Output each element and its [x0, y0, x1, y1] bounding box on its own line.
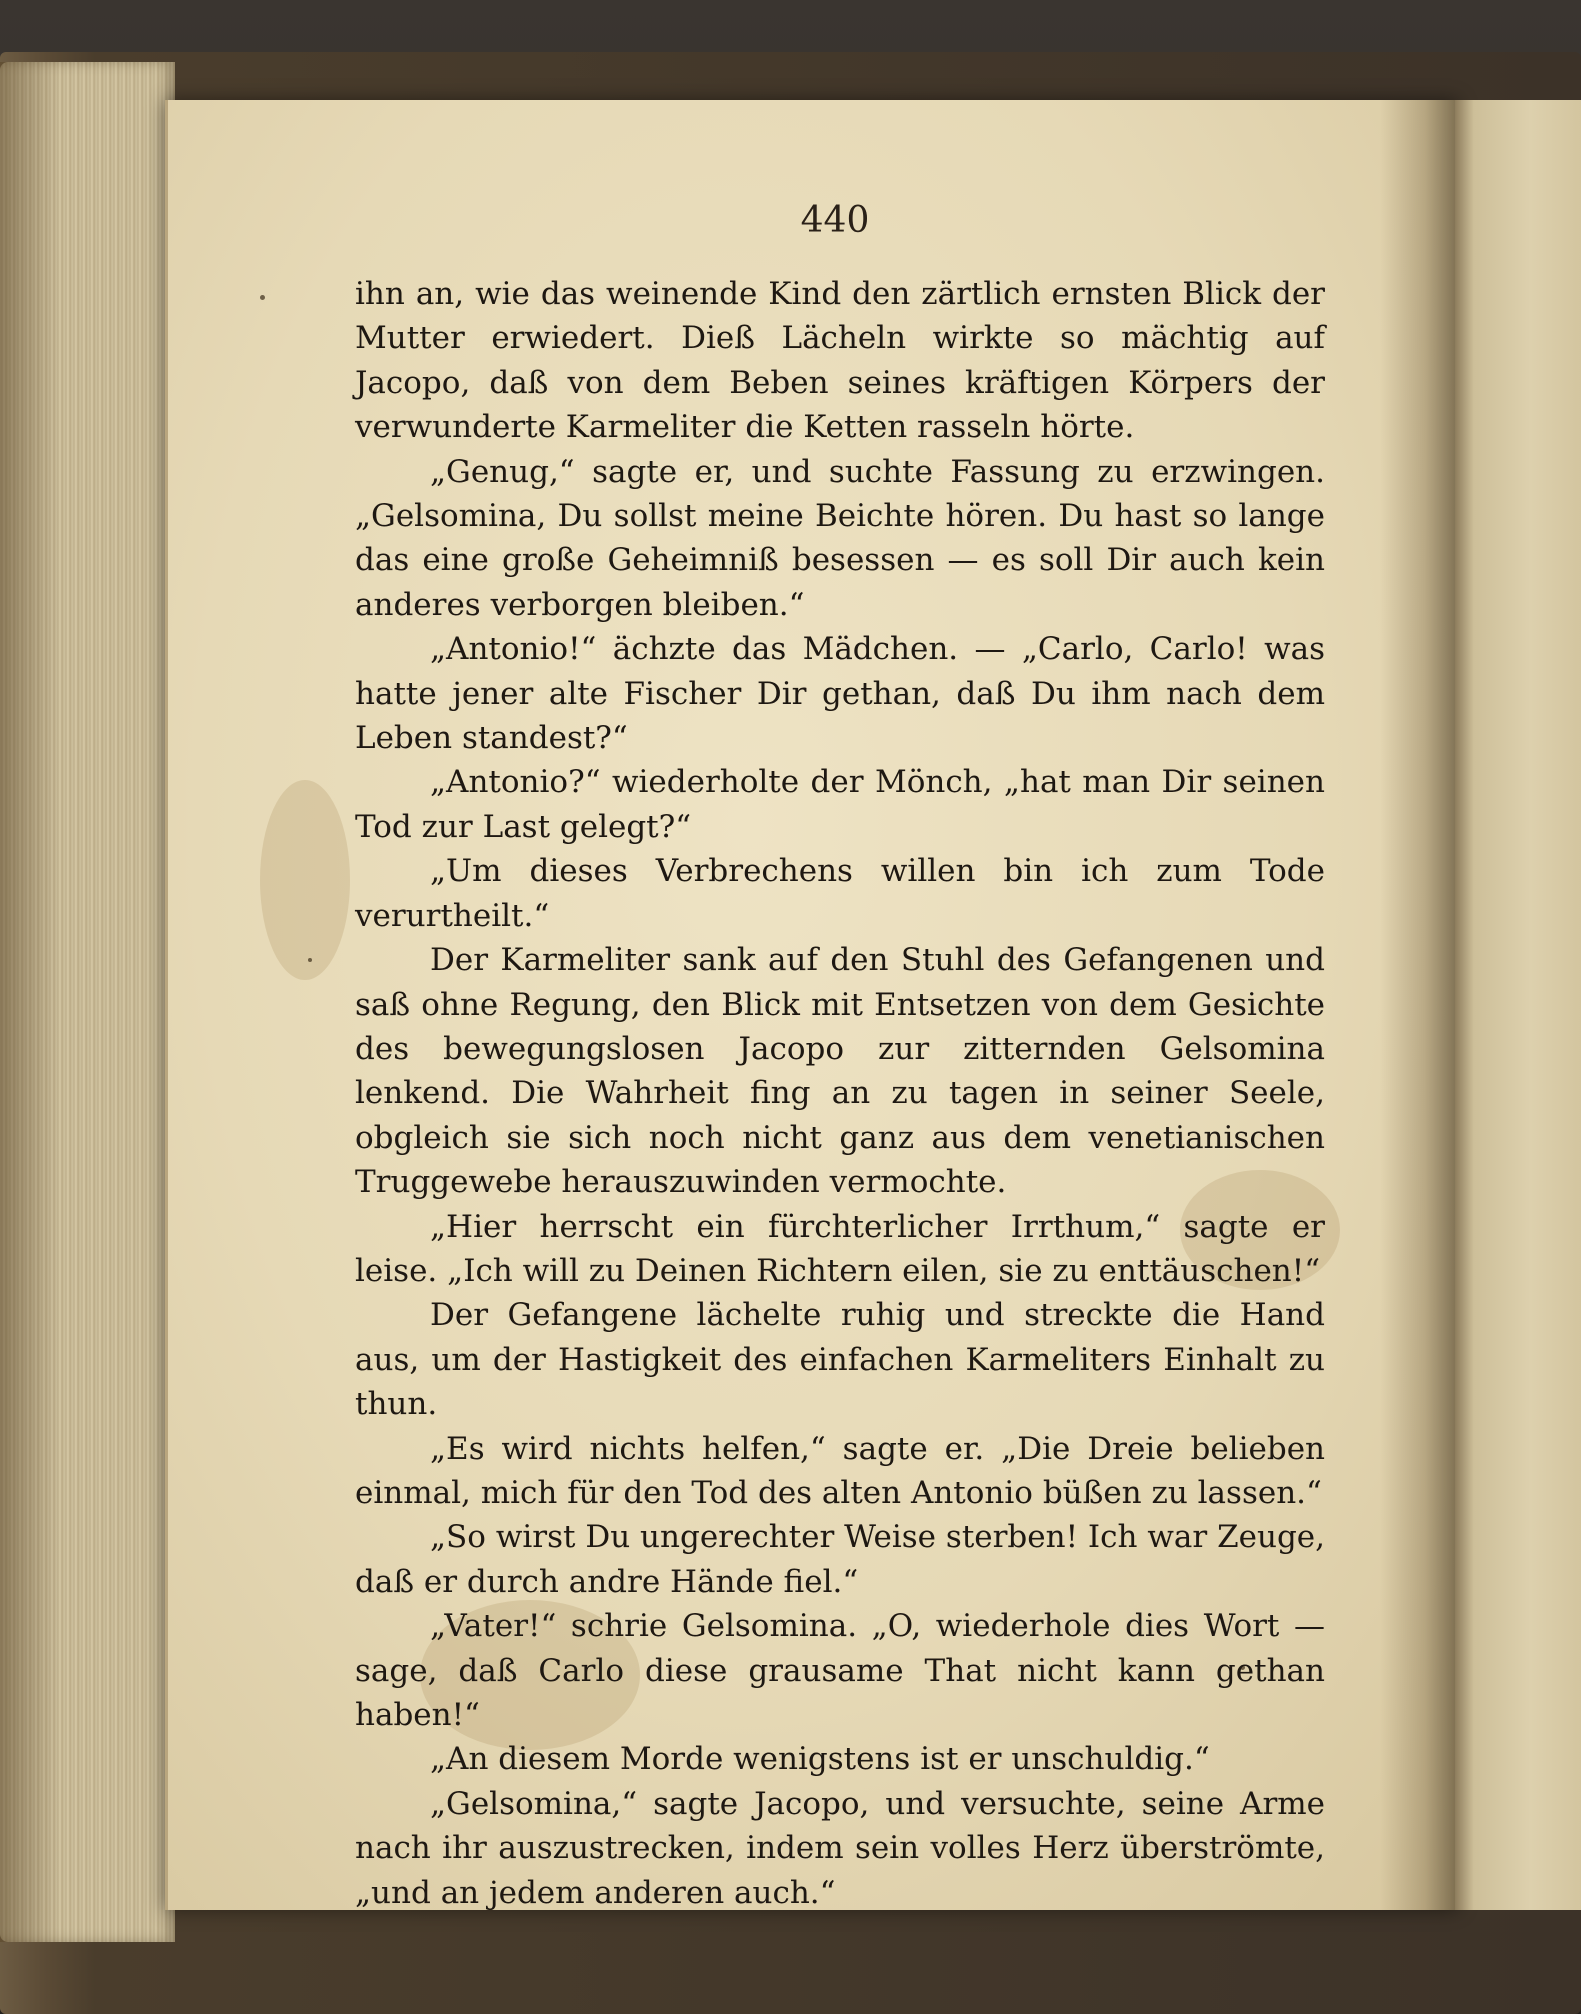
paper-speck: [260, 295, 265, 300]
body-text: [355, 272, 1325, 1915]
paragraph: „Vater!“ schrie Gelsomina. „O, wiederhole dies Wort — sage, daß Carlo diese grausame That nicht kann gethan haben!“: [355, 1608, 1325, 1733]
paragraph: „Hier herrscht ein fürchterlicher Irrthum,“ sagte er leise. „Ich will zu Deinen Richtern eilen, sie zu enttäuschen!“: [355, 1208, 1325, 1289]
page-number: 440: [800, 200, 870, 241]
paragraph: „Genug,“ sagte er, und suchte Fassung zu erzwingen. „Gelsomina, Du sollst meine Beichte hören. Du hast so lange das eine große Geheimniß besessen — es soll Dir auch kein anderes verborgen bleiben.“: [355, 453, 1325, 623]
paragraph: „Es wird nichts helfen,“ sagte er. „Die Dreie belieben einmal, mich für den Tod des alten Antonio büßen zu lassen.“: [355, 1430, 1325, 1511]
facing-page: [1455, 100, 1581, 1910]
paper-stain: [260, 780, 350, 980]
paragraph: Der Karmeliter sank auf den Stuhl des Gefangenen und saß ohne Regung, den Blick mit Entsetzen von dem Gesichte des bewegungslosen Jacopo zur zitternden Gelsomina lenkend. Die Wahrheit fing an zu tagen in seiner Seele, obgleich sie sich noch nicht ganz aus dem venetianischen Truggewebe herauszuwinden vermochte.: [355, 942, 1325, 1201]
paragraph: „So wirst Du ungerechter Weise sterben! Ich war Zeuge, daß er durch andre Hände fiel.“: [355, 1519, 1325, 1600]
paper-speck: [308, 958, 312, 962]
paragraph: „Antonio!“ ächzte das Mädchen. — „Carlo, Carlo! was hatte jener alte Fischer Dir gethan, daß Du ihm nach dem Leben standest?“: [355, 631, 1325, 757]
paragraph: „Antonio?“ wiederholte der Mönch, „hat man Dir seinen Tod zur Last gelegt?“: [355, 764, 1325, 845]
paragraph: Der Gefangene lächelte ruhig und streckte die Hand aus, um der Hastigkeit des einfachen Karmeliters Einhalt zu thun.: [355, 1297, 1325, 1423]
paragraph: „An diesem Morde wenigstens ist er unschuldig.“: [430, 1741, 1210, 1778]
paragraph: ihn an, wie das weinende Kind den zärtlich ernsten Blick der Mutter erwiedert. Dieß Lächeln wirkte so mächtig auf Jacopo, daß von dem Beben seines kräftigen Körpers der verwunderte Karmeliter die Ketten rasseln hörte.: [355, 276, 1325, 446]
paragraph: „Gelsomina,“ sagte Jacopo, und versuchte, seine Arme nach ihr auszustrecken, indem sein volles Herz überströmte, „und an jedem anderen auch.“: [355, 1785, 1325, 1911]
gutter-shadow: [1380, 100, 1455, 1910]
paragraph: „Um dieses Verbrechens willen bin ich zum Tode verurtheilt.“: [355, 853, 1325, 934]
page-edges-shadow: [0, 62, 60, 1942]
